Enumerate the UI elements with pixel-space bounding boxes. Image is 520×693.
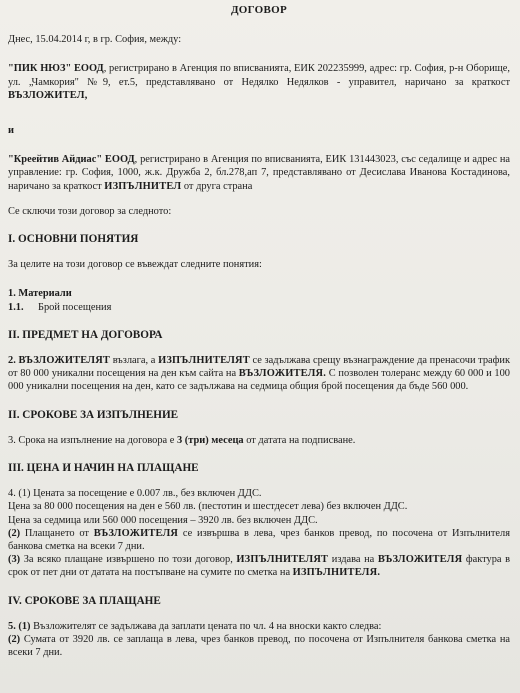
section3-heading: II. СРОКОВЕ ЗА ИЗПЪЛНЕНИЕ — [8, 408, 179, 421]
party1-paragraph — [8, 62, 510, 102]
item1: 1. Материали — [8, 288, 72, 300]
terms-line-2: (2) Сумата от 3920 лв. се заплаща в лева, чрез банков превод, по посочена от Изпълнителя банкова сметка на всеки 7 дни. — [8, 634, 510, 659]
and-line: и — [8, 125, 14, 137]
price-line-2: Цена за 80 000 посещения на ден е 560 лв. (пестотин и шестдесет лева) без включен ДДС. — [8, 501, 408, 513]
section5-heading: IV. СРОКОВЕ ЗА ПЛАЩАНЕ — [8, 594, 161, 607]
price-line-3: Цена за седмица или 560 000 посещения – 3920 лв. без включен ДДС. — [8, 514, 318, 526]
party2-tail: от друга страна — [181, 180, 253, 192]
intro-line: Днес, 15.04.2014 г, в гр. София, между: — [8, 34, 182, 46]
terms-line-1: 5. (1) Възложителят се задължава да заплати цената по чл. 4 на вноски както следва: — [8, 620, 382, 632]
party1-alias: ВЪЗЛОЖИТЕЛ, — [8, 89, 88, 101]
payment-paragraph-2: (2) Плащането от ВЪЗЛОЖИТЕЛЯ се извършва в лева, чрез банков превод, по посочена от Изпълнителя банкова сметка на всеки 7 дни. — [8, 527, 510, 553]
section1-heading: I. ОСНОВНИ ПОНЯТИЯ — [8, 233, 139, 246]
document-title: ДОГОВОР — [230, 4, 288, 16]
section4-heading: III. ЦЕНА И НАЧИН НА ПЛАЩАНЕ — [8, 462, 199, 475]
party2-paragraph — [8, 153, 510, 193]
contract-body — [0, 4, 520, 660]
party1-name: "ПИК НЮЗ" ЕООД — [8, 63, 104, 75]
item11: 1.1. Брой посещения — [8, 301, 112, 313]
section2-heading: II. ПРЕДМЕТ НА ДОГОВОРА — [8, 328, 163, 341]
agreed-line: Се сключи този договор за следното: — [8, 205, 172, 217]
party2-alias: ИЗПЪЛНИТЕЛ — [104, 180, 182, 192]
party2-name: "Креейтив Айдиас" ЕООД — [8, 154, 135, 166]
party1-text: , регистрирано в Агенция по вписванията, ЕИК 202235999, адрес: гр. София, р-н Оборище, ул. „Чамкория" №9, ет.5, представлявано от Недялко Недялков - управител, наричано за краткост — [8, 63, 510, 88]
section2-paragraph: 2. ВЪЗЛОЖИТЕЛЯТ възлага, а ИЗПЪЛНИТЕЛЯТ се задължава срещу възнаграждение да пренасочи трафик от 80 000 уникални посещения на ден към сайта на ВЪЗЛОЖИТЕЛЯ. С позволен толеранс между 60 000 и 100 000 уникални посещения на ден, като се задължава на седмица общия брой посещения да бъде 560 000. — [8, 355, 510, 393]
section1-text: За целите на този договор се въвеждат следните понятия: — [8, 259, 262, 271]
party2-text: , регистрирано в Агенция по вписванията, ЕИК 131443023, със седалище и адрес на управление: гр. София, 1000, ж.к. Дружба 2, бл.278,ап 7, представлявано от Десислава Иванова Костадинова, наричано за краткост — [8, 154, 510, 192]
price-line-1: 4. (1) Цената за посещение е 0.007 лв., без включен ДДС. — [8, 488, 262, 500]
section3-paragraph: 3. Срока на изпълнение на договора е 3 (три) месеца от датата на подписване. — [8, 434, 356, 446]
payment-paragraph-3: (3) За всяко плащане извършено по този договор, ИЗПЪЛНИТЕЛЯТ издава на ВЪЗЛОЖИТЕЛЯ фактура в срок от пет дни от датата на постъпване на сумите по сметка на ИЗПЪЛНИТЕЛЯ. — [8, 554, 510, 579]
